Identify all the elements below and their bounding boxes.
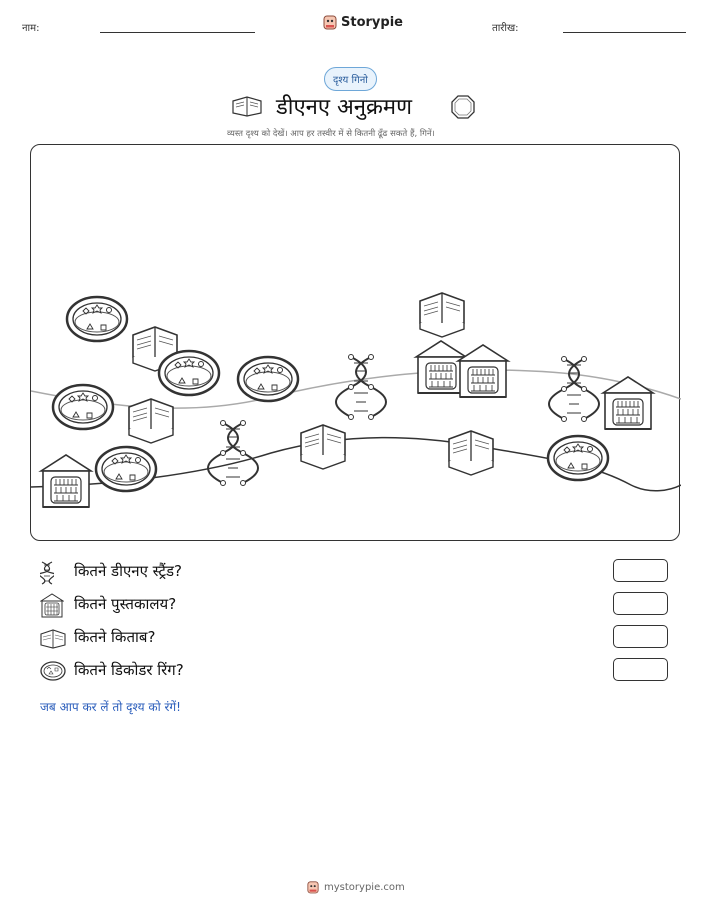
- scene-library-4: [603, 377, 653, 429]
- storypie-mascot-icon: [323, 14, 337, 30]
- name-label: नाम:: [22, 23, 40, 34]
- coloring-note: जब आप कर लें तो दृश्य को रंगें!: [40, 700, 181, 714]
- date-line: [563, 32, 686, 33]
- question-library: कितने पुस्तकालय?: [74, 595, 177, 613]
- answer-box-ring[interactable]: [613, 658, 668, 681]
- scene-ring-5: [96, 447, 156, 491]
- library-icon: [40, 593, 64, 619]
- scene-ring-4: [53, 385, 113, 429]
- storypie-mascot-icon: [307, 880, 319, 894]
- scene-library-3: [458, 345, 508, 397]
- book-icon: [40, 629, 66, 649]
- scene-illustration: [31, 145, 681, 542]
- scene-ring-2: [159, 351, 219, 395]
- scene-dna-2: [336, 355, 386, 420]
- scene-book-5: [449, 431, 493, 475]
- subtitle: व्यस्त दृश्य को देखें। आप हर तस्वीर में से कितनी ढूँढ सकते हैं, गिनें।: [227, 129, 435, 139]
- scene-count-badge: दृश्य गिनो: [324, 67, 377, 91]
- question-dna: कितने डीएनए स्ट्रैंड?: [74, 562, 183, 580]
- page-title: डीएनए अनुक्रमण: [276, 95, 412, 120]
- footer: [307, 880, 405, 894]
- ring-icon: [450, 94, 476, 120]
- brand-logo: [323, 14, 403, 30]
- scene-book-4: [420, 293, 464, 337]
- book-icon: [231, 95, 263, 117]
- footer-url: mystorypie.com: [324, 881, 405, 893]
- question-book: कितने किताब?: [74, 628, 156, 646]
- scene-dna-1: [208, 421, 258, 486]
- dna-icon: [40, 561, 54, 585]
- scene-dna-3: [549, 357, 599, 422]
- scene-book-3: [301, 425, 345, 469]
- answer-box-library[interactable]: [613, 592, 668, 615]
- scene-library-2: [416, 341, 466, 393]
- brand-name: Storypie: [341, 14, 403, 30]
- scene-library-1: [41, 455, 91, 507]
- answer-box-dna[interactable]: [613, 559, 668, 582]
- scene-ring-6: [548, 436, 608, 480]
- answer-box-book[interactable]: [613, 625, 668, 648]
- scene-picture: [30, 144, 680, 541]
- date-label: तारीख:: [492, 23, 519, 34]
- scene-ring-1: [67, 297, 127, 341]
- question-ring: कितने डिकोडर रिंग?: [74, 661, 184, 679]
- scene-book-2: [129, 399, 173, 443]
- ring-icon: [40, 660, 66, 682]
- name-line: [100, 32, 255, 33]
- scene-ring-3: [238, 357, 298, 401]
